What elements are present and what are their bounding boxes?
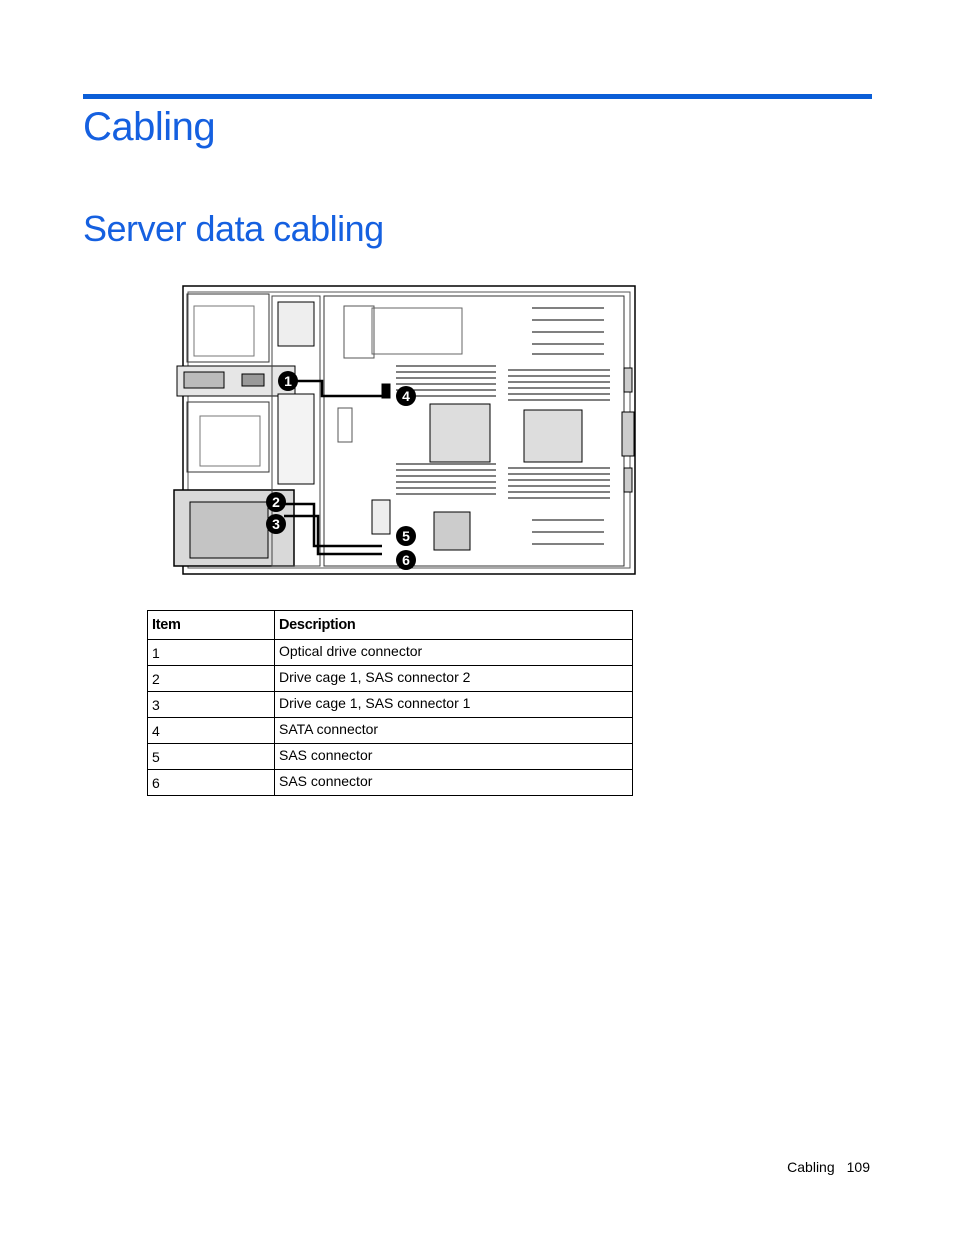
description-cell: Optical drive connector (275, 640, 633, 666)
description-cell: SATA connector (275, 718, 633, 744)
callout-label-1: 1 (284, 373, 292, 389)
item-cell: 6 (148, 770, 275, 796)
server-board-diagram (172, 284, 638, 576)
callout-label-2: 2 (272, 494, 280, 510)
callout-label-6: 6 (402, 552, 410, 568)
item-cell: 1 (148, 640, 275, 666)
item-cell: 5 (148, 744, 275, 770)
description-cell: Drive cage 1, SAS connector 2 (275, 666, 633, 692)
item-cell: 2 (148, 666, 275, 692)
table-row (148, 770, 633, 796)
table-row (148, 666, 633, 692)
description-column-header: Description (275, 611, 633, 640)
legend-table (147, 610, 633, 796)
callout-1 (278, 371, 298, 391)
chapter-title: Cabling (83, 105, 216, 149)
description-cell: SAS connector (275, 770, 633, 796)
description-cell: Drive cage 1, SAS connector 1 (275, 692, 633, 718)
callout-3 (266, 514, 286, 534)
page-footer (787, 1158, 870, 1176)
footer-section: Cabling (787, 1159, 835, 1175)
item-cell: 4 (148, 718, 275, 744)
callout-4 (396, 386, 416, 406)
chapter-rule (83, 94, 872, 99)
callout-label-5: 5 (402, 528, 410, 544)
table-row (148, 744, 633, 770)
table-row (148, 692, 633, 718)
callout-5 (396, 526, 416, 546)
page-number: 109 (846, 1159, 870, 1175)
callout-2 (266, 492, 286, 512)
table-row (148, 718, 633, 744)
item-column-header: Item (148, 611, 275, 640)
callout-6 (396, 550, 416, 570)
callout-label-4: 4 (402, 388, 410, 404)
callout-label-3: 3 (272, 516, 280, 532)
legend-header-row (148, 611, 633, 640)
server-board-illustration (172, 284, 638, 576)
section-title: Server data cabling (83, 208, 384, 249)
table-row (148, 640, 633, 666)
description-cell: SAS connector (275, 744, 633, 770)
item-cell: 3 (148, 692, 275, 718)
